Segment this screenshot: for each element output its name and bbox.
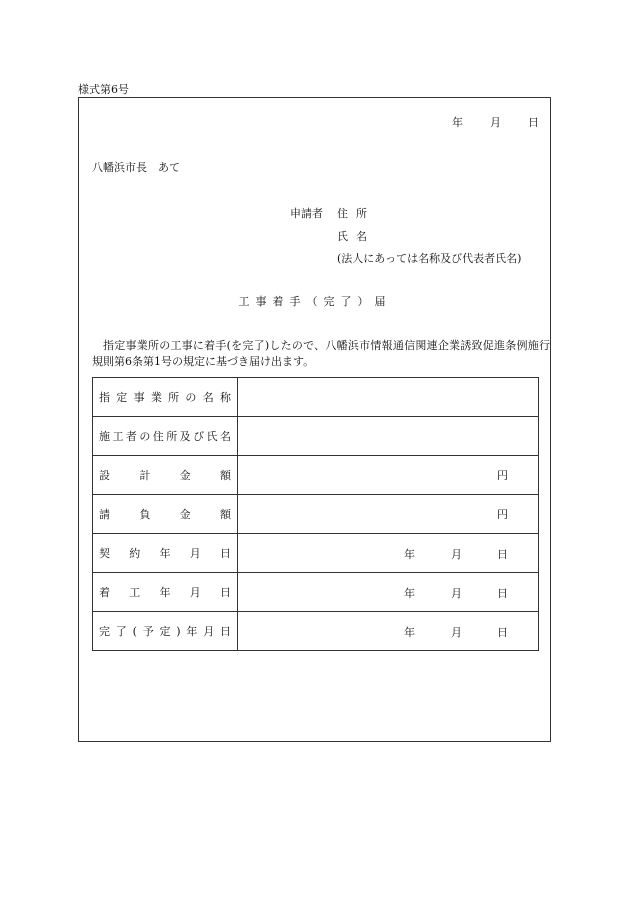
day-unit: 日 xyxy=(497,626,508,639)
row-label: 契約年月日 xyxy=(93,534,238,573)
day-unit: 日 xyxy=(497,587,508,600)
yen-unit: 円 xyxy=(497,469,508,482)
day-unit: 日 xyxy=(497,548,508,561)
month-unit: 月 xyxy=(451,548,462,561)
table-row xyxy=(93,573,539,612)
table-row xyxy=(93,378,539,417)
body-text: 指定事業所の工事に着手(を完了)したので、八幡浜市情報通信関連企業誘致促進条例施行規則第6条第1号の規定に基づき届け出ます。 xyxy=(92,339,550,368)
row-value xyxy=(238,534,539,573)
date-units xyxy=(404,585,508,599)
row-label: 完了(予定)年月日 xyxy=(93,612,238,651)
form-number: 様式第6号 xyxy=(78,83,129,96)
row-value xyxy=(238,612,539,651)
date-day-label: 日 xyxy=(528,116,539,129)
applicant-block xyxy=(290,205,550,275)
table-row xyxy=(93,495,539,534)
row-value xyxy=(238,456,539,495)
date-month-label: 月 xyxy=(490,116,501,129)
table-row xyxy=(93,456,539,495)
month-unit: 月 xyxy=(451,626,462,639)
year-unit: 年 xyxy=(404,626,415,639)
row-value xyxy=(238,495,539,534)
row-label: 施工者の住所及び氏名 xyxy=(93,417,238,456)
document-title: 工事着手（完了）届 xyxy=(238,295,392,308)
year-unit: 年 xyxy=(404,548,415,561)
row-value xyxy=(238,417,539,456)
row-label: 着工年月日 xyxy=(93,573,238,612)
applicant-label: 申請者 xyxy=(290,207,323,220)
details-table xyxy=(92,377,539,651)
month-unit: 月 xyxy=(451,587,462,600)
row-label: 指定事業所の名称 xyxy=(93,378,238,417)
addressee: 八幡浜市長 あて xyxy=(92,161,180,174)
submission-date xyxy=(452,114,542,128)
yen-unit: 円 xyxy=(497,508,508,521)
row-label: 設計金額 xyxy=(93,456,238,495)
applicant-address-label: 住所 xyxy=(337,207,375,220)
year-unit: 年 xyxy=(404,587,415,600)
date-year-label: 年 xyxy=(452,116,463,129)
applicant-name-label: 氏名 xyxy=(337,230,375,243)
row-value xyxy=(238,378,539,417)
date-units xyxy=(404,624,508,638)
table-row xyxy=(93,417,539,456)
date-units xyxy=(404,546,508,560)
applicant-note: (法人にあっては名称及び代表者氏名) xyxy=(337,252,522,265)
row-label: 請負金額 xyxy=(93,495,238,534)
table-row xyxy=(93,612,539,651)
row-value xyxy=(238,573,539,612)
table-row xyxy=(93,534,539,573)
